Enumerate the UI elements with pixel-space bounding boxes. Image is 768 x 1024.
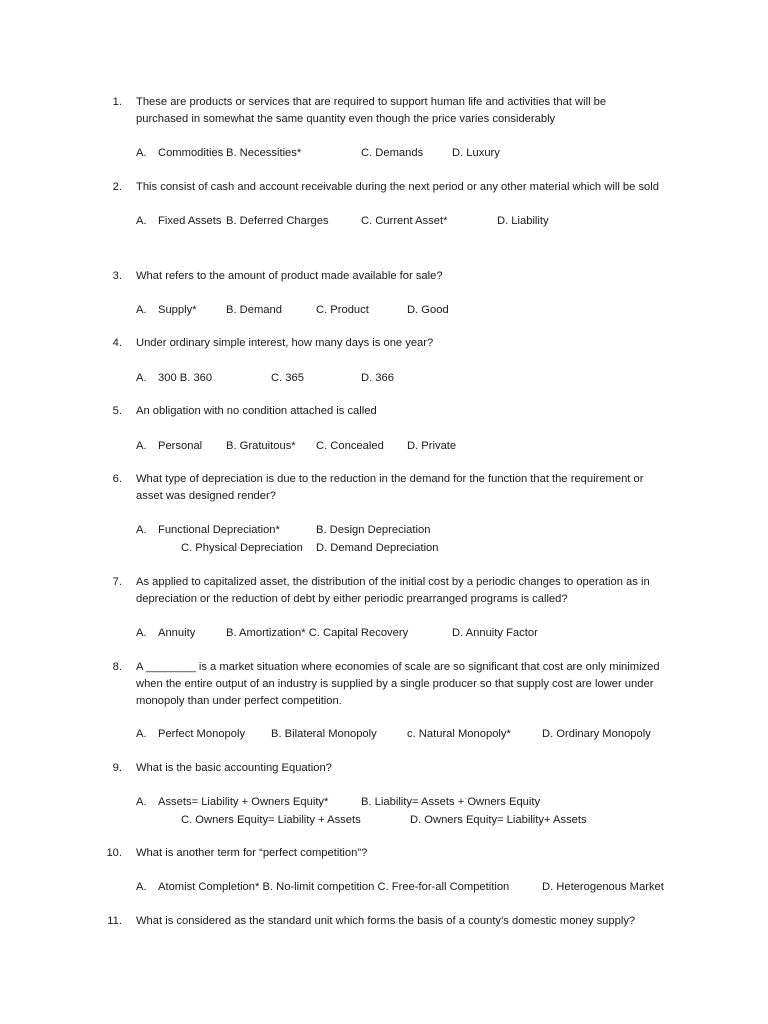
question-text: What refers to the amount of product made available for sale? bbox=[136, 270, 443, 282]
question-number: 8. bbox=[112, 661, 122, 673]
option-text: C. Concealed bbox=[316, 440, 384, 452]
question-text: What type of depreciation is due to the reduction in the demand for the function that the requirement or bbox=[136, 473, 644, 485]
question-number: 11. bbox=[107, 915, 122, 927]
option-text: D. Annuity Factor bbox=[452, 627, 538, 639]
option-letter: A. bbox=[136, 372, 147, 384]
option-letter: A. bbox=[136, 796, 147, 808]
option-text: D. Heterogenous Market bbox=[542, 881, 664, 893]
option-text: Atomist Completion* B. No-limit competition C. Free-for-all Competition bbox=[158, 881, 510, 893]
question-text: depreciation or the reduction of debt by either periodic prearranged programs is called? bbox=[136, 593, 568, 605]
option-text: c. Natural Monopoly* bbox=[407, 728, 511, 740]
option-text: 300 B. 360 bbox=[158, 372, 213, 384]
option-text: Commodities bbox=[158, 147, 224, 159]
question-number: 10. bbox=[106, 847, 122, 859]
option-text: B. Design Depreciation bbox=[316, 524, 431, 536]
question-text: asset was designed render? bbox=[136, 490, 276, 502]
option-letter: A. bbox=[136, 147, 147, 159]
question-number: 2. bbox=[112, 181, 122, 193]
question-text: This consist of cash and account receivable during the next period or any other material which will be sold bbox=[136, 181, 659, 193]
question-text: purchased in somewhat the same quantity even though the price varies considerably bbox=[136, 113, 556, 125]
option-text: D. Liability bbox=[497, 215, 549, 227]
question-number: 1. bbox=[112, 96, 122, 108]
question-text: when the entire output of an industry is supplied by a single producer so that supply cost are lower under bbox=[136, 678, 654, 690]
option-text: C. Physical Depreciation bbox=[181, 542, 303, 554]
question-number: 6. bbox=[112, 473, 122, 485]
option-text: C. Current Asset* bbox=[361, 215, 448, 227]
option-text: D. 366 bbox=[361, 372, 394, 384]
option-text: D. Luxury bbox=[452, 147, 500, 159]
option-letter: A. bbox=[136, 881, 147, 893]
question-text: As applied to capitalized asset, the distribution of the initial cost by a periodic changes to operation as in bbox=[136, 576, 650, 588]
option-letter: A. bbox=[136, 627, 147, 639]
question-text: monopoly than under perfect competition. bbox=[136, 695, 342, 707]
option-text: Annuity bbox=[158, 627, 196, 639]
option-text: Assets= Liability + Owners Equity* bbox=[158, 796, 329, 808]
question-number: 7. bbox=[112, 576, 122, 588]
option-text: B. Necessities* bbox=[226, 147, 302, 159]
question-text: An obligation with no condition attached is called bbox=[136, 405, 377, 417]
option-text: B. Bilateral Monopoly bbox=[271, 728, 377, 740]
question-number: 3. bbox=[112, 270, 122, 282]
option-text: B. Gratuitous* bbox=[226, 440, 296, 452]
question-number: 9. bbox=[112, 762, 122, 774]
option-text: C. Demands bbox=[361, 147, 424, 159]
option-letter: A. bbox=[136, 304, 147, 316]
option-text: C. 365 bbox=[271, 372, 304, 384]
option-letter: A. bbox=[136, 524, 147, 536]
option-text: Personal bbox=[158, 440, 203, 452]
option-text: C. Owners Equity= Liability + Assets bbox=[181, 814, 361, 826]
question-text: A ________ is a market situation where economies of scale are so significant that cost are only minimized bbox=[136, 661, 660, 673]
question-text: What is another term for “perfect competition”? bbox=[136, 847, 368, 859]
option-text: Functional Depreciation* bbox=[158, 524, 280, 536]
option-letter: A. bbox=[136, 215, 147, 227]
option-text: Fixed Assets bbox=[158, 215, 222, 227]
question-text: What is considered as the standard unit which forms the basis of a county’s domestic money supply? bbox=[136, 915, 636, 927]
option-text: Perfect Monopoly bbox=[158, 728, 246, 740]
option-letter: A. bbox=[136, 440, 147, 452]
option-text: D. Good bbox=[407, 304, 449, 316]
option-text: B. Liability= Assets + Owners Equity bbox=[361, 796, 541, 808]
question-text: Under ordinary simple interest, how many days is one year? bbox=[136, 337, 434, 349]
option-text: D. Ordinary Monopoly bbox=[542, 728, 651, 740]
question-text: What is the basic accounting Equation? bbox=[136, 762, 332, 774]
option-text: Supply* bbox=[158, 304, 197, 316]
option-text: D. Demand Depreciation bbox=[316, 542, 439, 554]
option-text: B. Amortization* C. Capital Recovery bbox=[226, 627, 409, 639]
question-text: These are products or services that are required to support human life and activities that will be bbox=[136, 96, 607, 108]
option-text: C. Product bbox=[316, 304, 369, 316]
option-text: B. Deferred Charges bbox=[226, 215, 329, 227]
question-number: 4. bbox=[112, 337, 122, 349]
option-text: D. Owners Equity= Liability+ Assets bbox=[410, 814, 587, 826]
option-text: B. Demand bbox=[226, 304, 282, 316]
option-text: D. Private bbox=[407, 440, 457, 452]
option-letter: A. bbox=[136, 728, 147, 740]
question-number: 5. bbox=[112, 405, 122, 417]
